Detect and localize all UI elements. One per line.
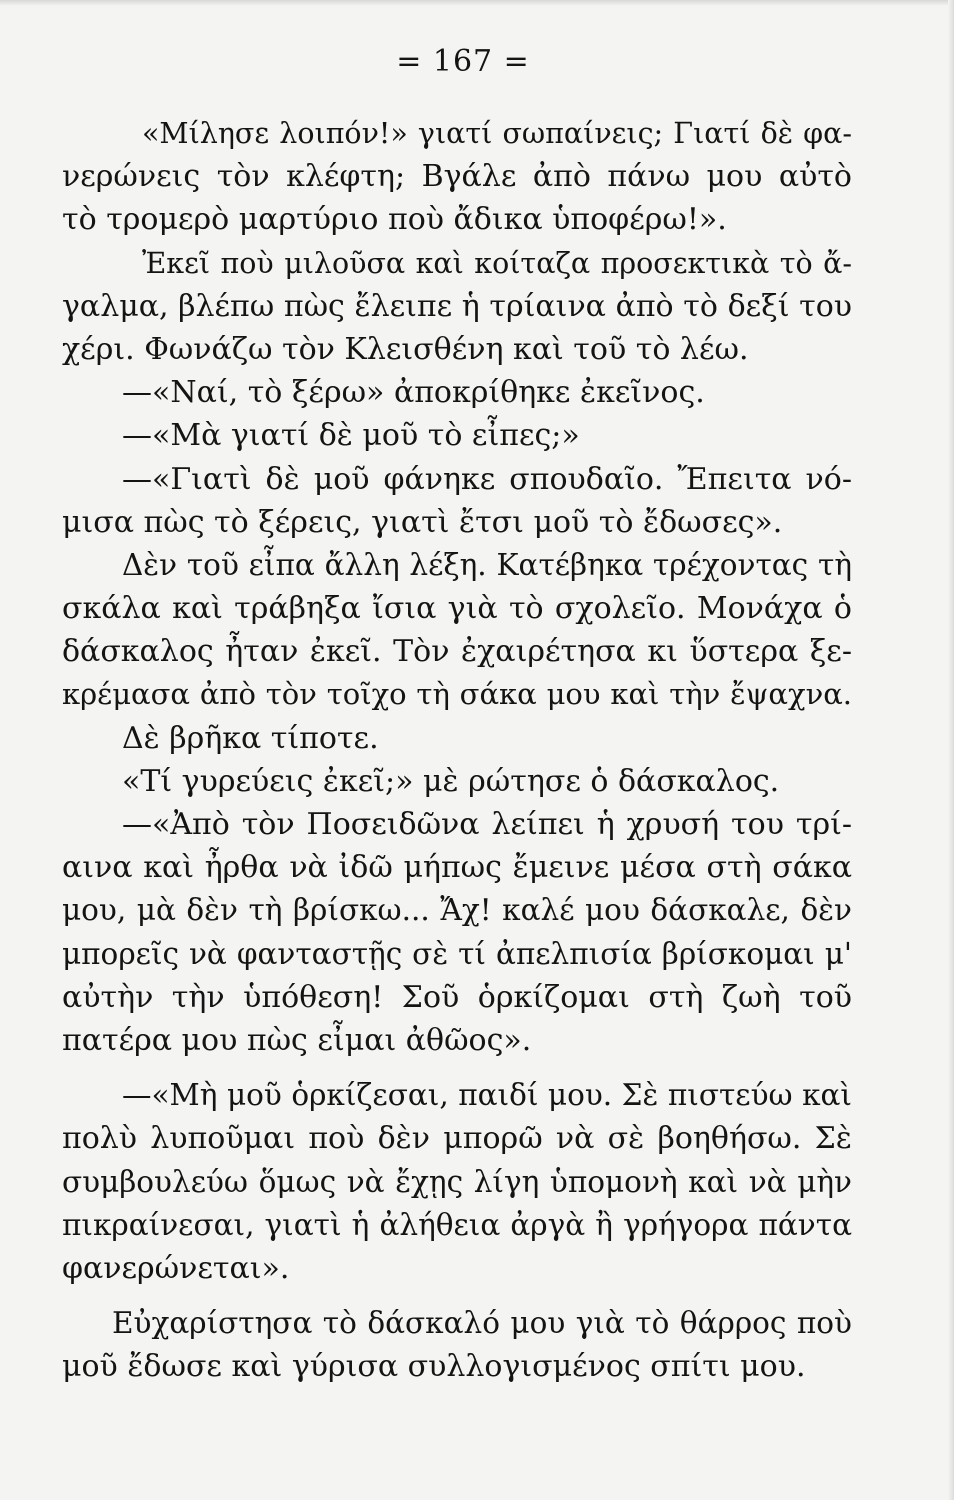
text-line: Δὲ βρῆκα τίποτε. [122, 720, 379, 756]
text-line: νερώνεις τὸν κλέφτη; Βγάλε ἀπὸ πάνω μου αὐτὸ [62, 159, 852, 195]
text-line: μισα πὼς τὸ ξέρεις, γιατὶ ἔτσι μοῦ τὸ ἔδωσες». [62, 504, 783, 540]
text-line: μοῦ ἔδωσε καὶ γύρισα συλλογισμένος σπίτι μου. [62, 1349, 806, 1385]
text-line: γαλμα, βλέπω πὼς ἔλειπε ἡ τρίαινα ἀπὸ τὸ δεξί του [62, 288, 852, 324]
text-line: μου, μὰ δὲν τὴ βρίσκω... Ἄχ! καλέ μου δάσκαλε, δὲν [62, 893, 852, 928]
text-line: σκάλα καὶ τράβηξα ἴσια γιὰ τὸ σχολεῖο. Μονάχα ὁ [62, 591, 852, 627]
text-line: κρέμασα ἀπὸ τὸν τοῖχο τὴ σάκα μου καὶ τὴν ἔψαχνα. [62, 677, 852, 712]
text-line: χέρι. Φωνάζω τὸν Κλεισθένη καὶ τοῦ τὸ λέω. [62, 331, 749, 367]
text-line: —«Μὰ γιατί δὲ μοῦ τὸ εἶπες;» [122, 418, 580, 454]
text-line: μπορεῖς νὰ φανταστῇς σὲ τί ἀπελπισία βρίσκομαι μ' [62, 936, 852, 971]
text-line: αινα καὶ ἦρθα νὰ ἰδῶ μήπως ἔμεινε μέσα στὴ σάκα [62, 850, 852, 886]
text-line: πικραίνεσαι, γιατὶ ἡ ἀλήθεια ἀργὰ ἢ γρήγορα πάντα [62, 1207, 852, 1242]
text-line: Δὲν τοῦ εἶπα ἄλλη λέξη. Κατέβηκα τρέχοντας τὴ [122, 547, 852, 582]
text-line: δάσκαλος ἦταν ἐκεῖ. Τὸν ἐχαιρέτησα κι ὕστερα ξε- [62, 634, 852, 670]
body-text [62, 112, 852, 1388]
text-line: πατέρα μου πὼς εἶμαι ἀθῶος». [62, 1022, 532, 1058]
page-number: = 167 = [396, 44, 530, 79]
text-line: —«Μὴ μοῦ ὁρκίζεσαι, παιδί μου. Σὲ πιστεύω καὶ [122, 1078, 852, 1113]
text-line: πολὺ λυποῦμαι ποὺ δὲν μπορῶ νὰ σὲ βοηθήσω. Σὲ [62, 1121, 852, 1157]
page-top-edge [0, 0, 954, 6]
text-line: τὸ τρομερὸ μαρτύριο ποὺ ἄδικα ὑποφέρω!». [62, 202, 727, 238]
text-line: «Μίλησε λοιπόν!» γιατί σωπαίνεις; Γιατί δὲ φα- [142, 117, 852, 150]
text-line: Εὐχαρίστησα τὸ δάσκαλό μου γιὰ τὸ θάρρος ποὺ [112, 1306, 852, 1341]
text-line: Ἐκεῖ ποὺ μιλοῦσα καὶ κοίταζα προσεκτικὰ τὸ ἄ- [142, 246, 852, 280]
text-line: —«Γιατὶ δὲ μοῦ φάνηκε σπουδαῖο. Ἔπειτα νό- [122, 461, 852, 497]
text-line: φανερώνεται». [62, 1250, 290, 1286]
text-line: —«Ἀπὸ τὸν Ποσειδῶνα λείπει ἡ χρυσή του τρί- [122, 807, 852, 842]
page-right-edge [948, 0, 954, 1500]
text-line: αὐτὴν τὴν ὑπόθεση! Σοῦ ὁρκίζομαι στὴ ζωὴ τοῦ [62, 979, 852, 1015]
text-line: συμβουλεύω ὅμως νὰ ἔχῃς λίγη ὑπομονὴ καὶ νὰ μὴν [62, 1164, 852, 1199]
text-line: —«Ναί, τὸ ξέρω» ἀποκρίθηκε ἐκεῖνος. [122, 375, 705, 411]
text-line: «Τί γυρεύεις ἐκεῖ;» μὲ ρώτησε ὁ δάσκαλος. [122, 763, 780, 799]
